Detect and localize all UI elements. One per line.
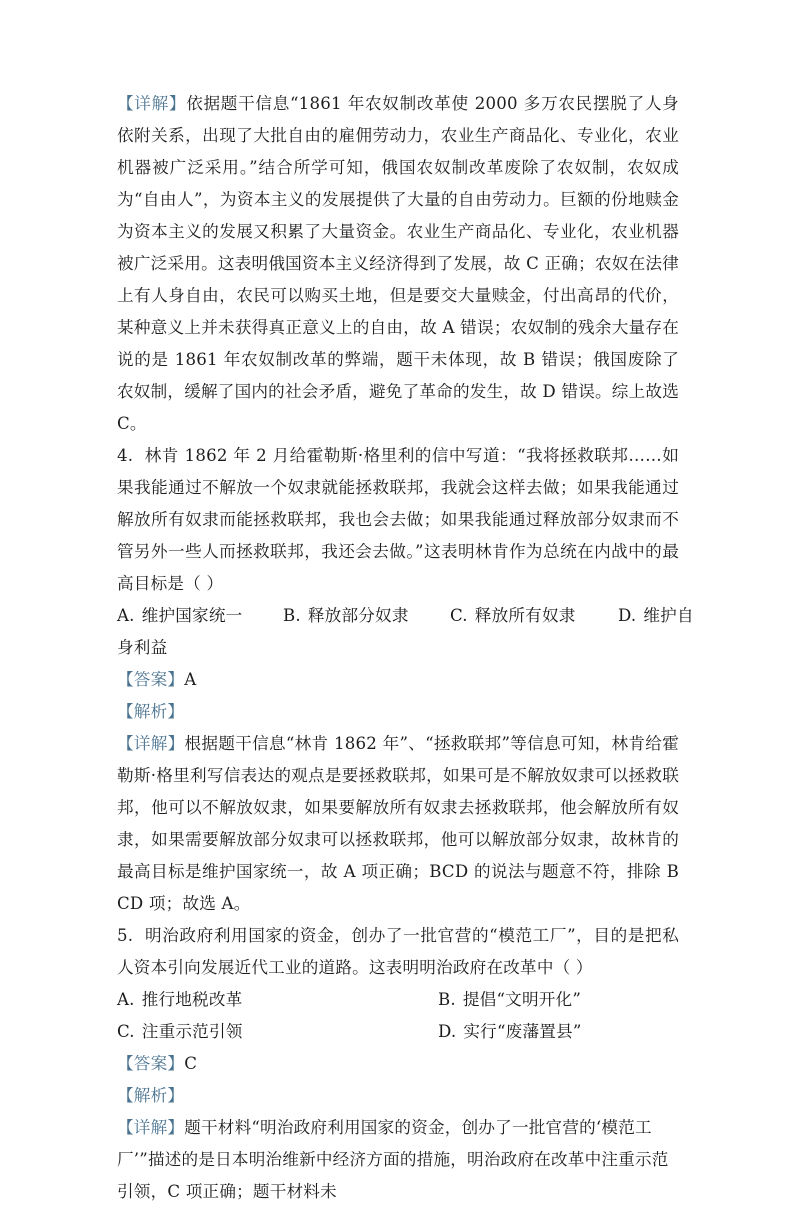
analysis-marker: 【解析】	[117, 702, 185, 721]
page-content	[117, 88, 694, 1208]
question-4-analysis-line	[117, 696, 679, 728]
question-5-option-b[interactable]	[438, 984, 581, 1016]
question-5-explanation-text: 题干材料“明治政府利用国家的资金，创办了一批官营的‘模范工厂’”描述的是日本明治维新中经济方面的措施，明治政府在改革中注重示范引领，C 项正确；题干材料未	[117, 1118, 669, 1201]
question-4-options	[117, 600, 694, 632]
option-a-label: A.	[117, 990, 135, 1009]
question-5-analysis-line	[117, 1080, 679, 1112]
question-4-explanation	[117, 728, 679, 920]
explanation-paragraph-q3	[117, 88, 679, 440]
option-d-text: 实行“废藩置县”	[463, 1022, 582, 1041]
option-b-label: B.	[283, 606, 301, 625]
question-5-number: 5.	[117, 926, 134, 945]
question-5-option-c[interactable]	[117, 1016, 243, 1048]
analysis-marker: 【解析】	[117, 1086, 185, 1105]
question-4-option-c[interactable]	[450, 600, 576, 632]
question-4-answer-line	[117, 664, 679, 696]
question-5-explanation	[117, 1112, 679, 1208]
question-4-stem	[117, 440, 679, 600]
option-b-text: 提倡“文明开化”	[462, 990, 582, 1009]
question-4-option-d-overflow: 身利益	[117, 638, 168, 657]
option-a-label: A.	[117, 606, 135, 625]
question-4-option-b[interactable]	[283, 600, 409, 632]
question-4-answer-value: A	[184, 670, 197, 689]
option-c-text: 注重示范引领	[141, 1022, 243, 1041]
question-4-number: 4.	[117, 446, 134, 465]
question-5-options-row-2	[117, 1016, 679, 1048]
explanation-text: 依据题干信息“1861 年农奴制改革使 2000 多万农民摆脱了人身依附关系，出现了大批自由的雇佣劳动力，农业生产商品化、专业化，农业机器被广泛采用。”结合所学可知，俄国农奴制改革废除了农奴制，农奴成为“自由人”，为资本主义的发展提供了大量的自由劳动力。巨额的份地赎金为资本主义的发展又积累了大量资金。农业生产商品化、专业化，农业机器被广泛采用。这表明俄国资本主义经济得到了发展，故 C 正确；农奴在法律上有人身自由，农民可以购买土地，但是要交大量赎金，付出高昂的代价，某种意义上并未获得真正意义上的自由，故 A 错误；农奴制的残余大量存在说的是 1861 年农奴制改革的弊端，题干未体现，故 B 错误；俄国废除了农奴制，缓解了国内的社会矛盾，避免了革命的发生，故 D 错误。综上故选 C。	[117, 94, 679, 433]
option-c-text: 释放所有奴隶	[474, 606, 576, 625]
question-5-answer-line	[117, 1048, 679, 1080]
option-b-text: 释放部分奴隶	[307, 606, 409, 625]
question-5-stem	[117, 920, 679, 984]
option-a-text: 推行地税改革	[141, 990, 243, 1009]
question-5-option-a[interactable]	[117, 984, 242, 1016]
question-5-stem-text: 明治政府利用国家的资金，创办了一批官营的“模范工厂”，目的是把私人资本引向发展近代工业的道路。这表明明治政府在改革中（ ）	[117, 926, 679, 977]
question-5-option-d[interactable]	[438, 1016, 582, 1048]
option-a-text: 维护国家统一	[141, 606, 243, 625]
detail-marker: 【详解】	[117, 1118, 185, 1137]
option-d-label: D.	[618, 606, 637, 625]
option-b-label: B.	[438, 990, 456, 1009]
question-5-answer-value: C	[184, 1054, 198, 1073]
answer-marker: 【答案】	[117, 670, 185, 689]
detail-marker: 【详解】	[117, 734, 185, 753]
option-d-label: D.	[438, 1022, 457, 1041]
question-5-options-row-1	[117, 984, 679, 1016]
question-4-option-d[interactable]	[618, 600, 694, 632]
question-4-option-a[interactable]	[117, 600, 242, 632]
option-c-label: C.	[117, 1022, 135, 1041]
question-4-stem-text: 林肯 1862 年 2 月给霍勒斯·格里利的信中写道：“我将拯救联邦……如果我能通过不解放一个奴隶就能拯救联邦，我就会这样去做；如果我能通过解放所有奴隶而能拯救联邦，我也会去做；如果我能通过释放部分奴隶而不管另外一些人而拯救联邦，我还会去做。”这表明林肯作为总统在内战中的最高目标是（ ）	[117, 446, 680, 593]
option-d-text: 维护自	[643, 606, 694, 625]
question-4-explanation-text: 根据题干信息“林肯 1862 年”、“拯救联邦”等信息可知，林肯给霍勒斯·格里利写信表达的观点是要拯救联邦，如果可是不解放奴隶可以拯救联邦，他可以不解放奴隶，如果要解放所有奴隶去拯救联邦，他会解放所有奴隶，如果需要解放部分奴隶可以拯救联邦，他可以解放部分奴隶，故林肯的最高目标是维护国家统一，故 A 项正确；BCD 的说法与题意不符，排除 BCD 项；故选 A。	[117, 734, 679, 913]
answer-marker: 【答案】	[117, 1054, 185, 1073]
detail-marker: 【详解】	[117, 94, 187, 113]
option-c-label: C.	[450, 606, 468, 625]
